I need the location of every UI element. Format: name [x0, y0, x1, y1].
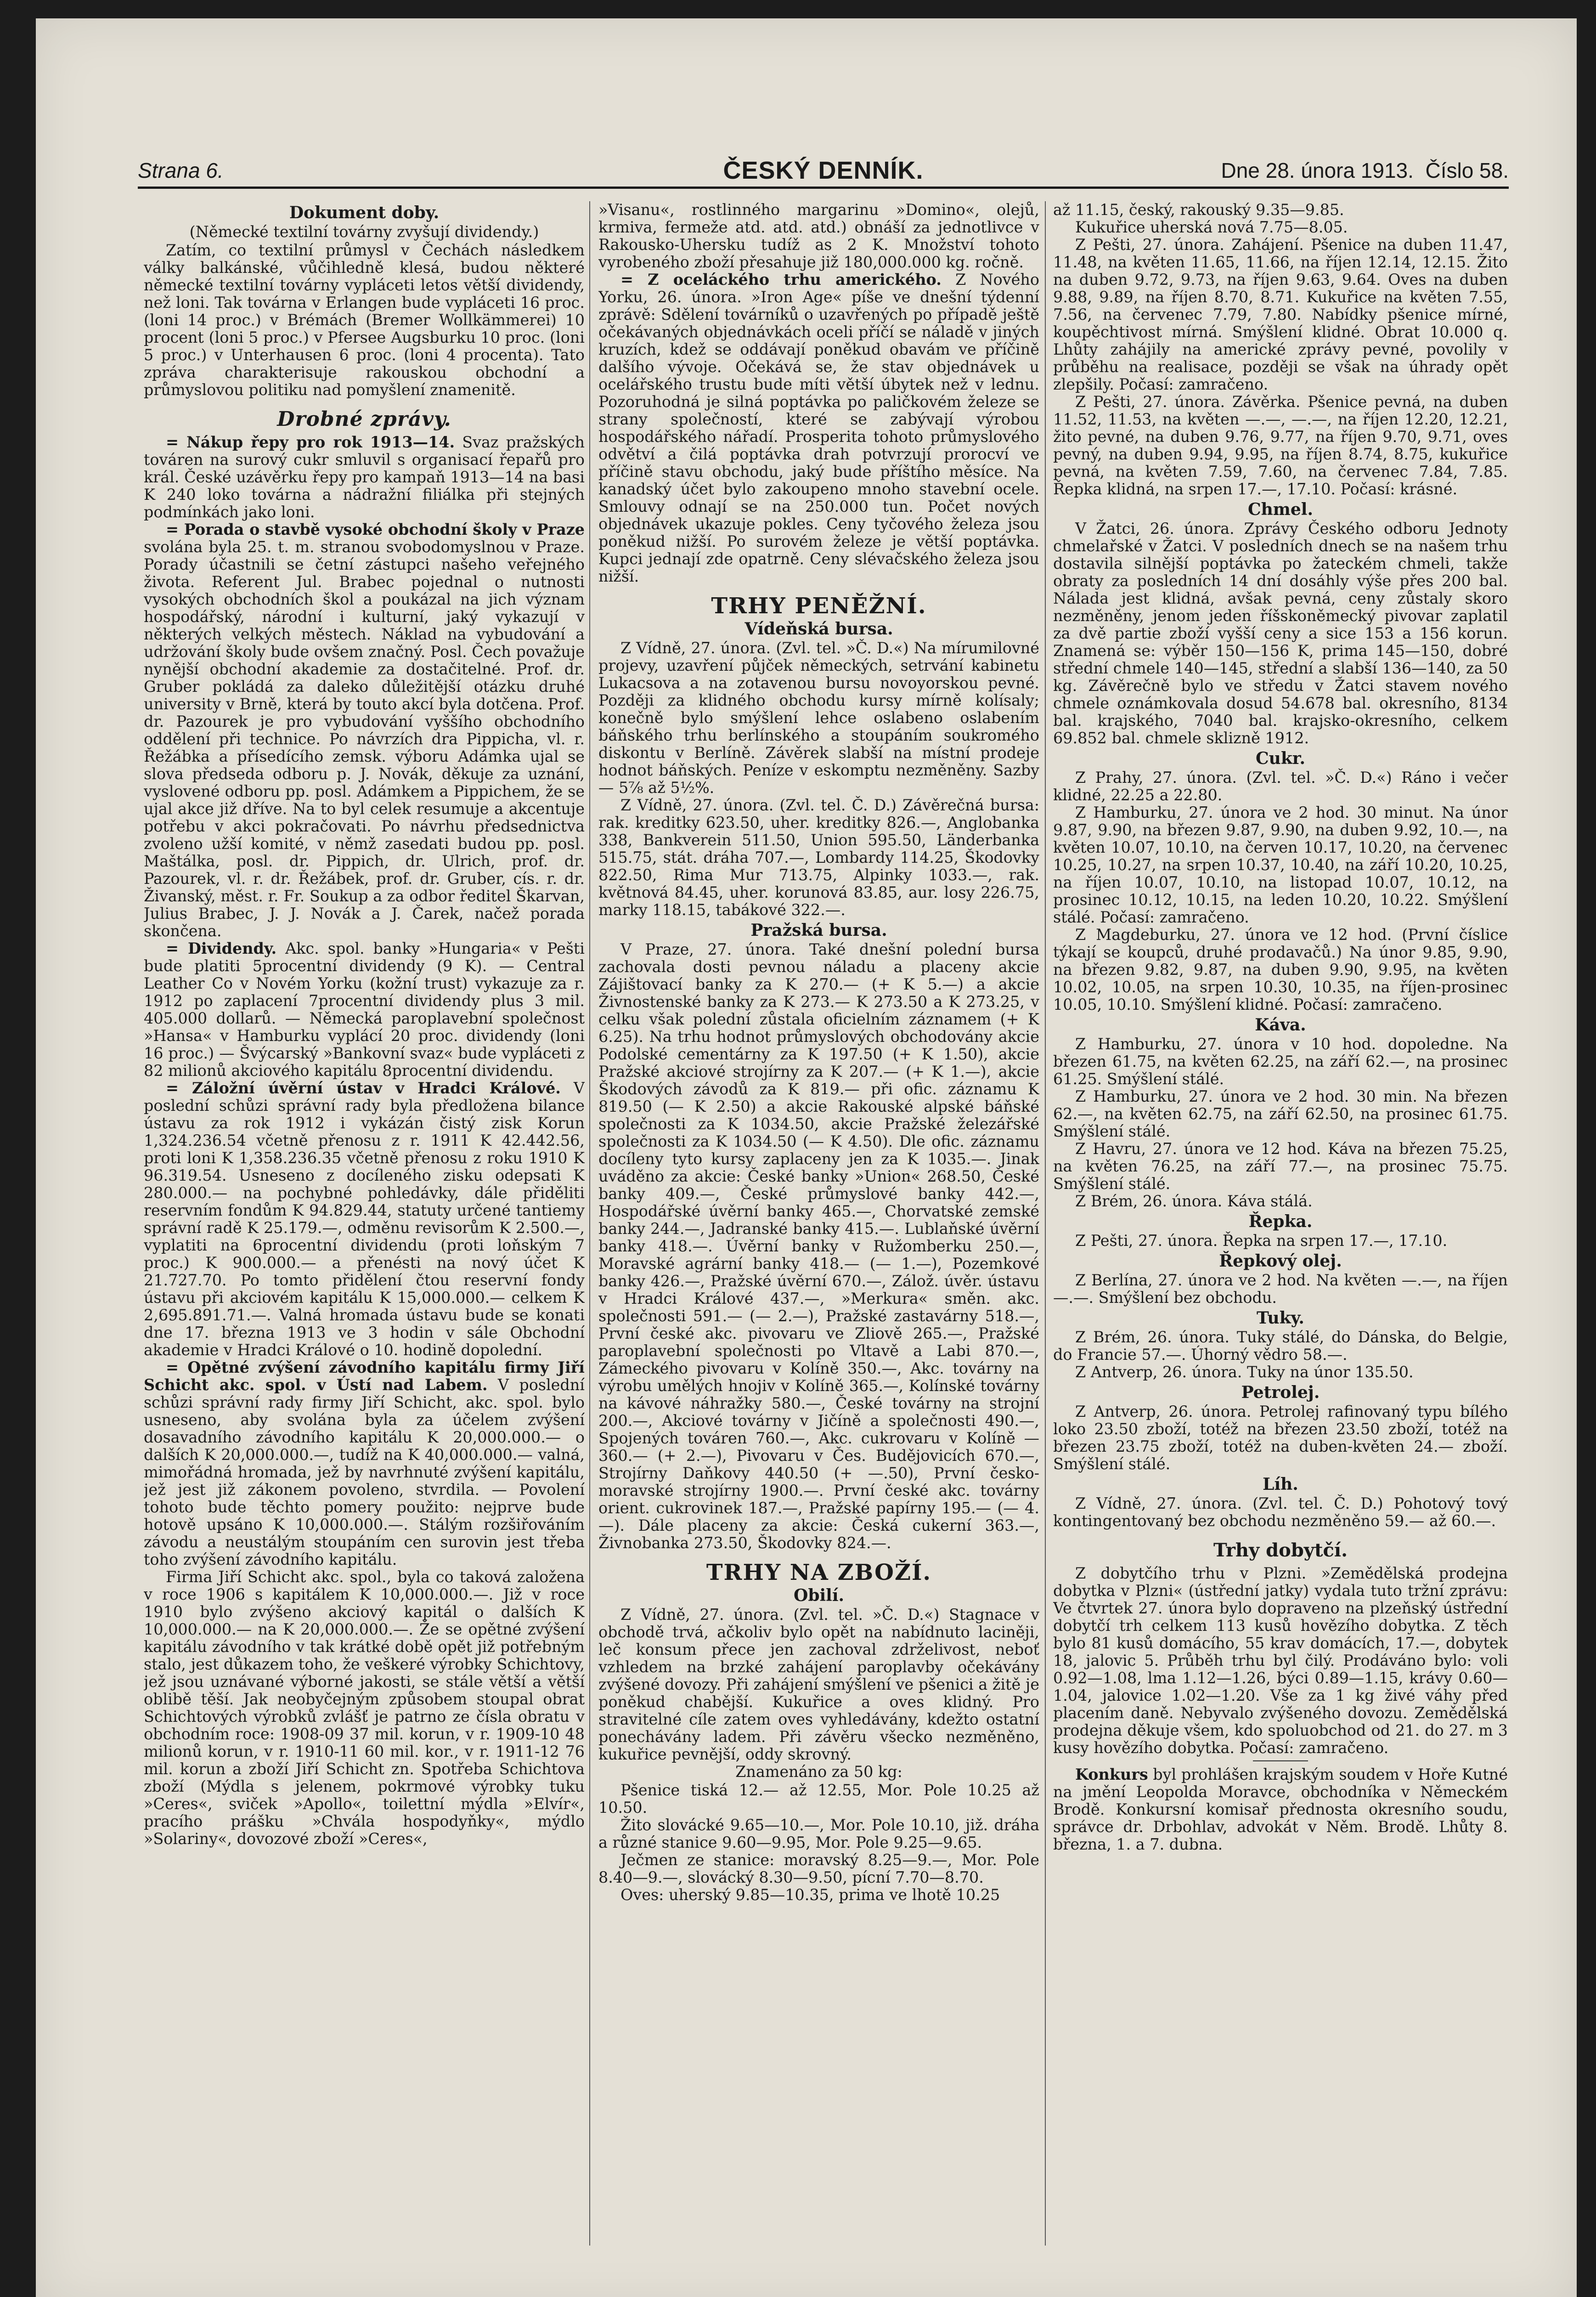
market-report: Z Vídně, 27. února. (Zvl. tel. Č. D.) Pohotový tový kontingentovaný bez obchodu nezměněno 59.— až 60.—.	[1053, 1494, 1508, 1530]
subsection-heading: Tuky.	[1257, 1308, 1304, 1328]
price-line: až 11.15, český, rakouský 9.35—9.85.	[1053, 201, 1344, 219]
section-heading: Drobné zprávy.	[277, 407, 451, 431]
article-paragraph: Zatím, co textilní průmysl v Čechách následkem války balkánské, vůčihledně klesá, budou některé německé textilní továrny vypláceti letos větší dividendy, než loni. Tak továrna v Erlangen bude vypláceti 16 proc. (loni 14 proc.) v Brémách (Bremer Wollkämmerei) 10 procent (loni 5 proc.) v Pfersee Augsburku 10 proc. (loni 5 proc.) v Unterhausen 6 proc. (loni 4 procenta). Tato zpráva charakterisuje rakouskou obchodní a průmyslovou politiku nad pomyšlení znamenitě.	[144, 241, 585, 399]
news-item	[598, 271, 1039, 585]
news-lead: = Porada o stavbě vysoké obchodní školy v Praze	[166, 521, 585, 538]
news-text: Z Nového Yorku, 26. února. »Iron Age« píše ve dnešní týdenní zprávě: Sdělení továrníků o uzavřených po případě ještě očekávaných objednávkách oceli příčí se náladě v jiných kruzích, kdež se oddávají poněkud obavám ve příčině dalšího vývoje. Očekává se, že stav objednávek u ocelářského trustu bude míti větší úbytek než v lednu. Pozoruhodná je silná poptávka po paličkovém železe se strany společností, které se zabývají výrobou hospodářského nářadí. Prosperita tohoto průmyslového odvětví a čilá poptávka drah potvrzují prorocví ve příčině stavu obchodu, jaký bude příštího měsíce. Na kanadský účet bylo zakoupeno mnoho stavební ocele. Smlouvy odnají se na 250.000 tun. Počet nových objednávek ukazuje pokles. Ceny tyčového železa jsou poněkud nižší. Po surovém železe je větší poptávka. Kupci jednají zde opatrně. Ceny slévačského železa jsou nižší.	[598, 271, 1039, 585]
news-paragraph: »Visanu«, rostlinného margarinu »Domino«, olejů, krmiva, fermeže atd. atd. atd.) obnáší za jednotlivce v Rakousko-Uhersku tudíž as 2 K. Množství tohoto vyrobeného zboží přesahuje již 180,000.000 kg. ročně.	[598, 201, 1039, 271]
news-text: Akc. spol. banky »Hungaria« v Pešti bude platiti 5procentní dividendy (9 K). — Central Leather Co v Novém Yorku (kožní trust) vykazuje za r. 1912 po zaplacení 7procentní dividendy plus 3 mil. 405.000 dollarů. — Německá paroplavební společnost »Hansa« v Hamburku vyplácí 20 proc. dividendy (loni 16 proc.) — Švýcarský »Bankovní svaz« bude vypláceti z 82 milionů akciového kapitálu 8procentní dividendu.	[144, 939, 585, 1080]
issue-number: Číslo 58.	[1425, 158, 1509, 182]
date-issue	[1221, 158, 1509, 183]
price-line: Oves: uherský 9.85—10.35, prima ve lhotě 10.25	[620, 1886, 1000, 1904]
market-report: Z Magdeburku, 27. února ve 12 hod. (První číslice týkají se koupců, druhé prodavačů.) Na únor 9.85, 9.90, na březen 9.82, 9.87, na duben 9.90, 9.95, na květen 10.02, 10.05, na srpen 10.30, 10.35, na říjen-prosinec 10.05, 10.10. Smýšlení klidné. Počasí: zamračeno.	[1053, 926, 1508, 1013]
subsection-heading: Obilí.	[793, 1586, 845, 1605]
news-lead: = Opětné zvýšení závodního kapitálu firmy Jiří Schicht akc. spol. v Ústí nad Labem.	[144, 1358, 585, 1394]
column-rule	[589, 201, 590, 2246]
market-report: Z Prahy, 27. února. (Zvl. tel. »Č. D.«) Ráno i večer klidné, 22.25 a 22.80.	[1053, 769, 1508, 804]
price-line: Pšenice tiská 12.— až 12.55, Mor. Pole 10.25 až 10.50.	[598, 1781, 1039, 1816]
news-lead: = Dividendy.	[166, 939, 277, 957]
news-item	[144, 1359, 585, 1568]
subsection-heading: Káva.	[1255, 1015, 1306, 1035]
market-report: Z Antverp, 26. února. Petrolej rafinovaný typu bílého loko 23.50 zboží, totéž na březen 23.50 zboží, totéž na březen 23.75 zboží, totéž na duben-květen 24.— zboží. Smýšlení stálé.	[1053, 1403, 1508, 1473]
market-report: Z Brém, 26. února. Tuky stálé, do Dánska, do Belgie, do Francie 57.—. Úhorný vědro 58.—.	[1053, 1328, 1508, 1363]
market-report: Z Brém, 26. února. Káva stálá.	[1075, 1192, 1313, 1210]
subsection-heading: Pražská bursa.	[750, 921, 887, 940]
news-lead: = Z oceláckého trhu amerického.	[620, 271, 942, 289]
market-report: Z Vídně, 27. února. (Zvl. tel. »Č. D.«) Stagnace v obchodě trvá, ačkoliv bylo opět na nabídnuto laciněji, leč konsum přece jen zachoval zdrželivost, neboť vzhledem na brzké zahájení paroplavby očekávány zvýšené dovozy. Při zahájení smýšlení ve pšenici a žitě je poněkud chabější. Kukuřice a oves klidný. Pro stravitelné cíle zatem oves vyhledávány, kdežto ostatní ponechávány ladem. Při závěru všecko nezměněno, kukuřice pevnější, oddy skrovný.	[598, 1606, 1039, 1763]
market-report: V Praze, 27. února. Také dnešní polední bursa zachovala dosti pevnou náladu a placeny akcie Zájištovací banky za K 270.— (+ K 5.—) a akcie Živnostenské banky za K 273.— K 273.50 a K 273.25, v celku však polední zůstala oficielním záznamem (+ K 6.25). Na trhu hodnot průmyslových obchodovány akcie Podolské cementárny za K 197.50 (+ K 1.50), akcie Pražské akciové strojírny za K 207.— (+ K 1.—), akcie Škodových závodů za K 819.— při ofic. záznamu K 819.50 (— K 2.50) a akcie Rakouské alpské báňské společnosti za K 1034.50, akcie Pražské železářské společnosti za K 1034.50 (— K 4.50). Dle ofic. záznamu docíleny tyto kursy zaplaceny jen za K 1035.—. Jinak uváděno za akcie: České banky »Union« 268.50, České banky 409.—, České průmyslové banky 442.—, Hospodářské úvěrní banky 465.—, Chorvatské zemské banky 244.—, Jadranské banky 415.—. Lublaňské úvěrní banky 418.—. Úvěrní banky v Ružomberku 250.—, Moravské agrární banky 418.— (— 1.—), Pozemkové banky 426.—, Pražské úvěrní 670.—, Zálož. úvěr. ústavu v Hradci Králové 437.—, »Merkura« směn. akc. společnosti 591.— (— 2.—), Pražské zastavárny 518.—, První české akc. pivovaru ve Zliově 265.—, Pražské paroplavební společnosti po Vltavě a Labi 870.—, Zámeckého pivovaru v Kolíně 350.—, Akc. továrny na výrobu umělých hnojiv v Kolíně 365.—, Kolínské továrny na kávové náhražky 580.—, České továrny na strojní 200.—, Akciové továrny v Jičíně a společnosti 490.—, Spojených továren 760.—, Akc. cukrovaru v Kolíně — 360.— (+ 2.—), Pivovaru v Čes. Budějovicích 670.—, Strojírny Daňkovy 440.50 (+ —.50), První česko-moravské strojírny 1900.—. První české akc. továrny orient. cukrovinek 187.—, Pražské papírny 195.— (— 4.—). Dále placeny za akcie: Česká cukerní 363.—, Živnobanka 273.50, Škodovky 824.—.	[598, 940, 1039, 1552]
section-heading: TRHY NA ZBOŽÍ.	[706, 1560, 932, 1585]
market-report: Z Havru, 27. února ve 12 hod. Káva na březen 75.25, na květen 76.25, na září 77.—, na prosinec 75.75. Smýšlení stálé.	[1053, 1140, 1508, 1193]
divider	[1253, 1760, 1308, 1761]
subsection-heading: Vídeňská bursa.	[744, 619, 893, 639]
news-item	[144, 1080, 585, 1359]
article-heading: Dokument doby.	[289, 203, 440, 222]
news-item	[144, 434, 585, 521]
column-left	[144, 201, 585, 2287]
market-report: Z Berlína, 27. února ve 2 hod. Na květen —.—, na říjen —.—. Smýšlení bez obchodu.	[1053, 1271, 1508, 1307]
market-report: Z Pešti, 27. února. Závěrka. Pšenice pevná, na duben 11.52, 11.53, na květen —.—, —.—, na říjen 12.20, 12.21, žito pevné, na duben 9.76, 9.77, na říjen 9.70, 9.71, oves pevný, na duben 9.94, 9.95, na říjen 8.74, 8.75, kukuřice pevná, na květen 7.59, 7.60, na červenec 7.84, 7.85. Řepka klidná, na srpen 17.—, 17.10. Počasí: krásné.	[1053, 393, 1508, 498]
newspaper-page	[36, 18, 1577, 2297]
masthead	[138, 156, 1509, 189]
issue-date: Dne 28. února 1913.	[1221, 158, 1414, 182]
page-number: Strana 6.	[138, 158, 224, 182]
market-report: Z Hamburku, 27. února v 10 hod. dopoledne. Na březen 61.75, na květen 62.25, na září 62.—, na prosinec 61.25. Smýšlení stálé.	[1053, 1035, 1508, 1088]
news-item	[144, 521, 585, 940]
section-heading: Trhy dobytčí.	[1213, 1539, 1348, 1561]
news-text: V poslední schůzi správní rady firmy Jiří Schicht, akc. spol. bylo usneseno, aby svolána byla za účelem zvýšení dosavadního závodního kapitálu K 20,000.000.— o dalších K 20,000.000.—, tudíž na K 40,000.000.— valná, mimořádná hromada, jež by navrhnuté zvýšení kapitálu, jež jest již zákonem povoleno, stvrdila. — Povolení tohoto bude těchto pomery použito: nejprve bude hotově upsáno K 10,000.000.—. Stálým rozšiřováním závodu a neustálým stoupáním cen surovin jest třeba toho zvýšení závodního kapitálu.	[144, 1376, 585, 1568]
market-report: Z Pešti, 27. února. Zahájení. Pšenice na duben 11.47, 11.48, na květen 11.65, 11.66, na říjen 12.14, 12.15. Žito na duben 9.72, 9.73, na říjen 9.63, 9.64. Oves na duben 9.88, 9.89, na říjen 8.70, 8.71. Kukuřice na květen 7.55, 7.56, na červenec 7.79, 7.80. Nabídky pšenice mírné, koupěchtivost mírná. Smýšlení klidné. Obrat 10.000 q. Lhůty zahájily na americké zprávy pevné, povolily v průběhu na realisace, později se však na úhrady opět zlepšily. Počasí: zamračeno.	[1053, 236, 1508, 393]
subsection-heading: Líh.	[1263, 1475, 1298, 1494]
column-middle	[598, 201, 1039, 2287]
market-report: Z dobytčího trhu v Plzni. »Zemědělská prodejna dobytka v Plzni« (ústřední jatky) vydala tuto tržní zprávu: Ve čtvrtek 27. února bylo dopraveno na plzeňský ústřední dobytčí trh celkem 113 kusů hovězího dobytka. Z těch bylo 81 kusů domácího, 55 krav domácích, 17.—, dobytek 18, jalovic 5. Průběh trhu byl čilý. Prodáváno bylo: voli 0.92—1.08, lma 1.12—1.26, býci 0.89—1.15, krávy 0.60—1.04, jalovice 1.02—1.20. Vše za 1 kg živé váhy před placením daně. Nebyvalo zvýšeného dovozu. Zemědělská prodejna děkuje všem, kdo spoluobchod od 21. do 27. m 3 kusy hovězího dobytka. Počasí: zamračeno.	[1053, 1564, 1508, 1757]
news-lead: = Nákup řepy pro rok 1913—14.	[166, 433, 455, 451]
market-report: V Žatci, 26. února. Zprávy Českého odboru Jednoty chmelařské v Žatci. V posledních dnech se na našem trhu dostavila silnější poptávka po žateckém chmeli, takže obraty za posledních 14 dní dosáhly výše přes 200 bal. Nálada jest klidná, avšak pevná, ceny zůstaly skoro nezměněny, jenom jeden říšskoněmecký pivovar zaplatil za dvě partie zboží vyšší ceny a sice 153 a 156 korun. Znamená se: výběr 150—156 K, prima 145—150, dobré střední chmele 140—145, střední a slabší 136—140, za 50 kg. Závěrečně bylo ve středu v Žatci stavem nového chmele oznámkovala dosud 54.678 bal. okresního, 8134 bal. krajského, 7040 bal. krajsko-okresního, celkem 69.852 bal. chmele sklizně 1912.	[1053, 520, 1508, 747]
price-line: Kukuřice uherská nová 7.75—8.05.	[1075, 218, 1348, 236]
news-lead: Konkurs	[1075, 1765, 1148, 1783]
news-text: Svaz pražských továren na surový cukr smluvil s organisací řepařů pro král. České uzávěrku řepy pro kampaň 1913—14 na basi K 240 loko továrna a nádražní filiálka při stejných podmínkách jako loni.	[144, 433, 585, 521]
market-report: Z Antverp, 26. února. Tuky na únor 135.50.	[1075, 1363, 1414, 1381]
subsection-heading: Chmel.	[1247, 500, 1314, 519]
article-subheading: (Německé textilní továrny zvyšují dividendy.)	[189, 223, 539, 241]
news-text: byl prohlášen krajským soudem v Hoře Kutné na jmění Leopolda Moravce, obchodníka v Německém Brodě. Konkursní komisař přednosta okresního soudu, správce dr. Drbohlav, advokát v Něm. Brodě. Lhůty 8. března, 1. a 7. dubna.	[1053, 1765, 1508, 1853]
news-text: V poslední schůzi správní rady byla předložena bilance ústavu za rok 1912 i vykázán čistý zisk Korun 1,324.236.54 včetně přenosu z r. 1911 K 42.442.56, proti loni K 1,358.236.35 včetně přenosu z roku 1910 K 96.319.54. Usneseno z docíleného zisku odepsati K 280.000.— na pochybné pohledávky, dále přiděliti reservním fondům K 94.829.44, statuty určené tantiemy správní radě K 25.179.—, odměnu revisorům K 2.500.—, vyplatiti na 6procentní dividendu (proti loňským 7 proc.) K 900.000.— a přenésti na nový účet K 21.727.70. Po tomto přidělení čtou reservní fondy ústavu při akciovém kapitálu K 15,000.000.— celkem K 2,695.891.71.—. Valná hromada ústavu bude se konati dne 17. března 1913 ve 3 hodin v sále Obchodní akademie v Hradci Králové o 10. hodině dopolední.	[144, 1079, 585, 1359]
market-report: Z Vídně, 27. února. (Zvl. tel. Č. D.) Závěrečná bursa: rak. kreditky 623.50, uher. kreditky 826.—, Anglobanka 338, Bankverein 511.50, Union 595.50, Länderbanka 515.75, stát. dráha 707.—, Lombardy 114.25, Škodovky 822.50, Rima Mur 713.75, Alpinky 1033.—, rak. květnová 84.45, uher. korunová 83.85, aur. losy 226.75, marky 118.15, tabákové 322.—.	[598, 796, 1039, 919]
price-caption: Znamenáno za 50 kg:	[735, 1763, 902, 1781]
subsection-heading: Řepka.	[1248, 1212, 1313, 1231]
column-rule	[1045, 201, 1046, 2246]
market-report: Z Vídně, 27. února. (Zvl. tel. »Č. D.«) Na mírumilovné projevy, uzavření půjček německých, setrvání kabinetu Lukacsova a na zotavenou bursu novoyorskou pevné. Později za klidného obchodu kursy mírně kolísaly; konečně bylo smýšlení lehce oslabeno oslabením báňského trhu berlínského a stoupáním soukromého diskontu v Berlíně. Závěrek slabší na místní prodeje hodnot báňských. Peníze v eskomptu nezměněny. Sazby — 5⅞ až 5½%.	[598, 639, 1039, 797]
news-lead: = Záložní úvěrní ústav v Hradci Králové.	[166, 1079, 561, 1097]
news-item	[1053, 1766, 1508, 1853]
market-report: Z Hamburku, 27. února ve 2 hod. 30 minut. Na únor 9.87, 9.90, na březen 9.87, 9.90, na duben 9.92, 10.—, na květen 10.07, 10.10, na červen 10.17, 10.20, na červenec 10.25, 10.27, na srpen 10.37, 10.40, na září 10.20, 10.25, na říjen 10.07, 10.10, na listopad 10.07, 10.12, na prosinec 10.12, 10.15, na leden 10.20, 10.22. Smýšlení stálé. Počasí: zamračeno.	[1053, 803, 1508, 926]
news-paragraph: Firma Jiří Schicht akc. spol., byla co taková založena v roce 1906 s kapitálem K 10,000.000.—. Již v roce 1910 bylo zvýšeno akciový kapitál o dalších K 10,000.000.— na K 20,000.000.—. Že se opětné zvýšení kapitálu závodního v tak krátké době opět již potřebným stalo, jest důkazem toho, že veškeré výrobky Schichtovy, jež jsou uznávané výborné jakosti, se stále větší a větší oblibě těší. Jak neobyčejným způsobem stoupal obrat Schichtových výrobků zvlášť je patrno ze čísla obratu v obchodním roce: 1908-09 37 mil. korun, v r. 1909-10 48 milionů korun, v r. 1910-11 60 mil. kor., v r. 1911-12 76 mil. korun a zboží Jiří Schicht zn. Spotřeba Schichtova zboží (Mýdla s jelenem, pokrmové výrobky tuku »Ceres«, sviček »Apollo«, toilettní mýdla »Elvír«, pracího prášku »Chvála hospodyňky«, mýdlo »Solariny«, dovozové zboží »Ceres«,	[144, 1568, 585, 1848]
subsection-heading: Řepkový olej.	[1219, 1251, 1342, 1271]
market-report: Z Pešti, 27. února. Řepka na srpen 17.—, 17.10.	[1075, 1232, 1448, 1250]
subsection-heading: Petrolej.	[1241, 1383, 1320, 1402]
news-item	[144, 940, 585, 1080]
section-heading: TRHY PENĚŽNÍ.	[711, 593, 927, 619]
paper-title: ČESKÝ DENNÍK.	[723, 157, 924, 184]
news-text: svolána byla 25. t. m. stranou svobodomyslnou v Praze. Porady účastnili se četní zástupci našeho veřejného života. Referent Jul. Brabec pojednal o nutnosti vysokých obchodních škol a poukázal na jich význam hospodářský, národní i kulturní, jaký vykazují v některých velkých městech. Náklad na vybudování a udržování školy bude ovšem značný. Posl. Čech považuje nynější obchodní akademie za dostačitelné. Prof. dr. Gruber pokládá za daleko důležitější otázku druhé university v Brně, která by touto akcí byla dotčena. Prof. dr. Pazourek je pro vybudování vyššího obchodního oddělení při technice. Po návrzích dra Pippicha, vl. r. Řežábka a přísedícího zemsk. výboru Adámka ujal se slova předseda odboru p. J. Novák, děkuje za uznání, vyslovené odboru pp. posl. Adámkem a Pippichem, že se ujal akce již dříve. Na to byl celek resumuje a akcentuje potřebu v akci pokračovati. Po návrhu předsednictva zvoleno užší komité, v němž zasedati budou pp. posl. Maštálka, posl. dr. Pippich, dr. Ulrich, prof. dr. Pazourek, vl. r. dr. Řežábek, prof. dr. Gruber, cís. r. dr. Živanský, měst. r. Fr. Soukup a za odbor ředitel Škarvan, Julius Brabec, J. J. Novák a J. Čarek, načež porada skončena.	[144, 538, 585, 940]
market-report: Z Hamburku, 27. února ve 2 hod. 30 min. Na březen 62.—, na květen 62.75, na září 62.50, na prosinec 61.75. Smýšlení stálé.	[1053, 1087, 1508, 1140]
price-line: Žito slovácké 9.65—10.—, Mor. Pole 10.10, již. dráha a různé stanice 9.60—9.95, Mor. Pole 9.25—9.65.	[598, 1816, 1039, 1851]
column-right	[1053, 201, 1508, 2287]
subsection-heading: Cukr.	[1256, 749, 1305, 768]
price-line: Ječmen ze stanice: moravský 8.25—9.—, Mor. Pole 8.40—9.—, slovácký 8.30—9.50, pícní 7.70—8.70.	[598, 1851, 1039, 1886]
